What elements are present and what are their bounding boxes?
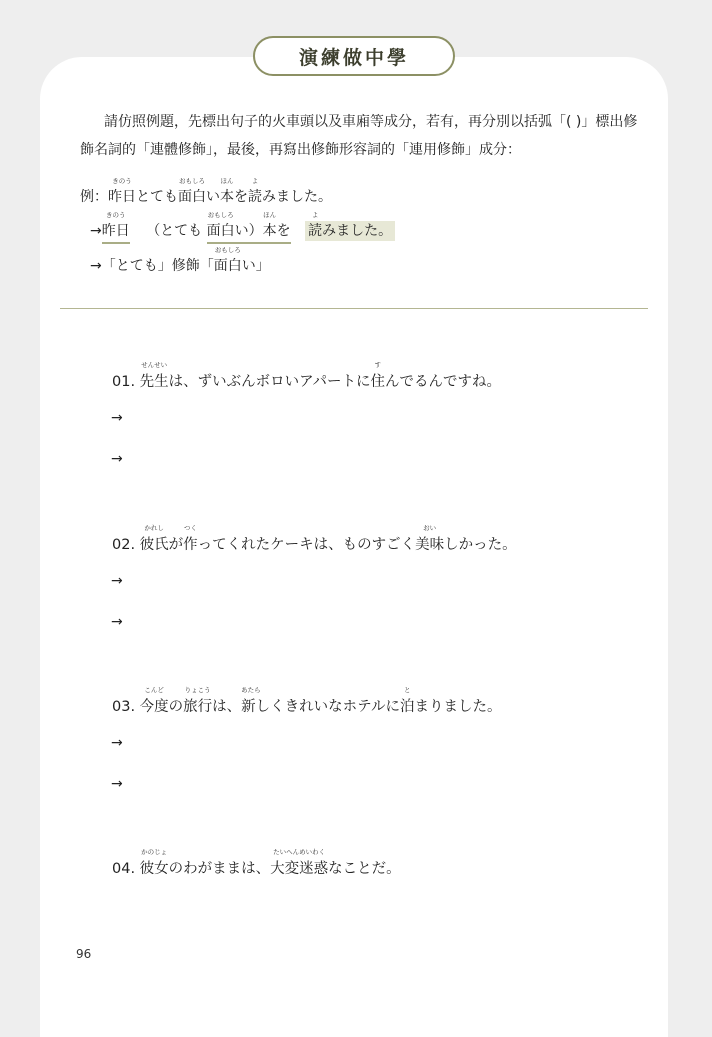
answer-arrow: → [111, 573, 123, 589]
furigana: あたら [241, 686, 261, 694]
furigana: りょこう [184, 686, 211, 694]
ruby-word: ほん 本 [220, 177, 234, 205]
furigana: かのじょ [141, 848, 168, 856]
ruby-word: かのじょ 彼女 [139, 848, 169, 877]
answer-arrow: → [111, 614, 123, 630]
ruby-word: たいへんめいわく 大変迷惑 [270, 848, 329, 877]
furigana: と [403, 686, 411, 694]
answer-arrow: → [111, 776, 123, 792]
furigana: たいへんめいわく [273, 848, 326, 856]
ruby-word: よ 読 [248, 177, 262, 205]
furigana: きのう [112, 177, 132, 185]
example-modifier: （とても おもしろ 面白い） ほん 本を [146, 223, 290, 239]
question-3: 03. こんど 今度の りょこう 旅行は、 あたら 新しくきれいなホテルに と 泊まりました。 [112, 686, 502, 715]
section-title: 演練做中學 [253, 36, 455, 76]
ruby-word: おい 美味 [415, 524, 445, 553]
ruby-word: りょこう 旅行 [183, 686, 213, 715]
example-sentence: 例： きのう 昨日とても おもしろ 面白い ほん 本を よ 読みました。 [80, 177, 332, 205]
ruby-word: きのう 昨日 [108, 177, 136, 205]
question-4: 04. かのじょ 彼女のわがままは、 たいへんめいわく 大変迷惑なことだ。 [112, 848, 401, 877]
furigana: かれし [144, 524, 164, 532]
answer-arrow: → [111, 410, 123, 426]
ruby-word: せんせい 先生 [139, 361, 169, 390]
furigana: おい [423, 524, 437, 532]
answer-arrow: → [111, 451, 123, 467]
instructions: 請仿照例題，先標出句子的火車頭以及車廂等成分，若有，再分別以括弧「( )」標出修飾名詞的「連體修飾」，最後，再寫出修飾形容詞的「連用修飾」成分： [80, 114, 638, 158]
furigana: ほん [220, 177, 234, 185]
example-label: 例： [80, 189, 108, 205]
ruby-word: かれし 彼氏 [139, 524, 169, 553]
example-subject: きのう 昨日 [102, 220, 130, 244]
question-1: 01. せんせい 先生は、ずいぶんボロいアパートに す 住んでるんですね。 [112, 361, 502, 390]
answer-arrow: → [111, 735, 123, 751]
example-step1-arrow: → [90, 223, 102, 239]
furigana: こんど [144, 686, 164, 694]
ruby-word: あたら 新 [241, 686, 261, 715]
furigana: す [374, 361, 382, 369]
ruby-word: つく 作 [183, 524, 198, 553]
example-predicate: よ 読みました。 [305, 221, 395, 241]
question-2: 02. かれし 彼氏が つく 作ってくれたケーキは、ものすごく おい 美味しかった。 [112, 524, 517, 553]
ruby-word: と 泊 [399, 686, 415, 715]
furigana: おもしろ [179, 177, 205, 185]
example-step2: →「とても」修飾「 おもしろ 面白い」 [90, 246, 270, 274]
ruby-word: す 住 [370, 361, 386, 390]
furigana: せんせい [141, 361, 168, 369]
furigana: つく [183, 524, 197, 532]
furigana: よ [251, 177, 259, 185]
ruby-word: こんど 今度 [139, 686, 169, 715]
section-divider [60, 308, 648, 309]
ruby-word: おもしろ 面白 [178, 177, 206, 205]
example-step1 [90, 211, 395, 244]
page-number: 96 [76, 947, 92, 961]
